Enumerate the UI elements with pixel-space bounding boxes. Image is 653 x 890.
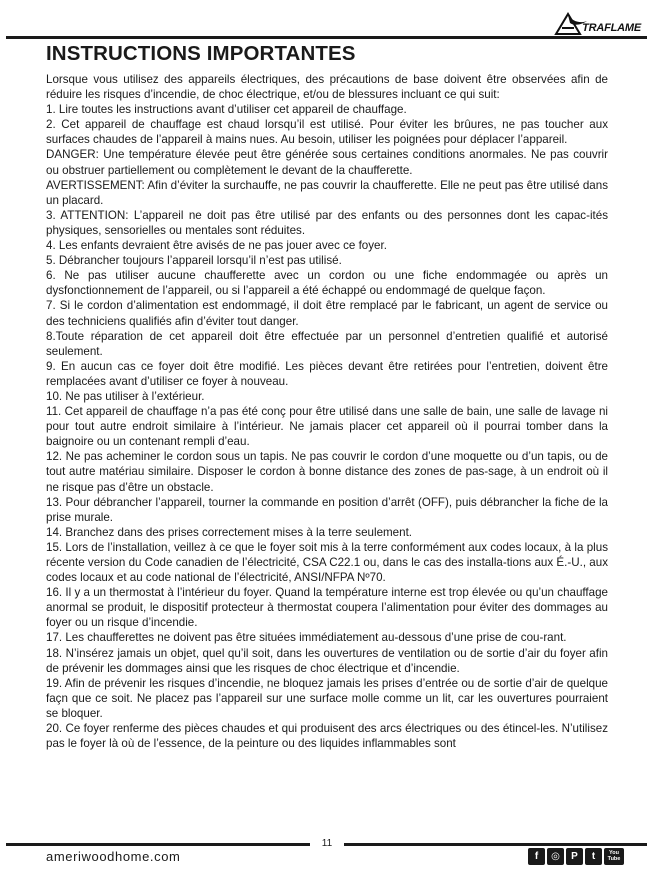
youtube-icon-bottom: Tube <box>607 855 621 862</box>
instruction-1: 1. Lire toutes les instructions avant d’utiliser cet appareil de chauffage. <box>46 103 407 117</box>
instruction-19: 19. Afin de prévenir les risques d’incendie, ne bloquez jamais les prises d’entrée ou de sortie d’air de quelque façn que ce soit. Ne placez pas l’appareil sur une surface molle comme un lit, car les ouvertures pourraient se bloquer. <box>46 676 608 720</box>
instruction-6: 6. Ne pas utiliser aucune chaufferette avec un cordon ou une fiche endommagée ou après un dysfonctionnement de l’appareil, ou si l’appareil a été échappé ou endommagé de quelque façon. <box>46 269 608 298</box>
instruction-5: 5. Débrancher toujours l’appareil lorsqu’il n’est pas utilisé. <box>46 254 342 268</box>
intro-paragraph: Lorsque vous utilisez des appareils électriques, des précautions de base doivent être observées afin de réduire les risques d’incendie, de choc électrique, et/ou de blessures incluant ce qui suit: <box>46 73 608 102</box>
instruction-12: 12. Ne pas acheminer le cordon sous un tapis. Ne pas couvrir le cordon d’une moquette ou d’un tapis, ou de tout autre matériau similaire. Disposer le cordon à bonne distance des zones de pas-sage, à un endroit où il ne risque pas d’être un obstacle. <box>46 450 608 494</box>
instagram-icon[interactable]: ◎ <box>547 848 564 865</box>
instruction-14: 14. Branchez dans des prises correctement mises à la terre seulement. <box>46 525 413 539</box>
instruction-11: 11. Cet appareil de chauffage n’a pas été conç pour être utilisé dans une salle de bain, une salle de lavage ni pour tout autre endroit similaire à l’intérieur. Ne jamais placer cet appareil où il pourrai tomber dans la baignoire ou un contenant rempli d’eau. <box>46 405 608 449</box>
twitter-icon[interactable]: t <box>585 848 602 865</box>
instruction-15: 15. Lors de l’installation, veillez à ce que le foyer soit mis à la terre conformément aux codes locaux, à la plus récente version du Code canadien de l’électricité, CSA C22.1 ou, dans le cas des installa-tions aux É.-U., aux codes locaux et au code national de l’électricité, ANSI/NFPA Nº70. <box>46 540 608 585</box>
warning-note: AVERTISSEMENT: Afin d’éviter la surchauffe, ne pas couvrir la chaufferette. Elle ne peut pas être utilisé dans un placard. <box>46 178 608 207</box>
instruction-4: 4. Les enfants devraient être avisés de ne pas jouer avec ce foyer. <box>46 239 387 253</box>
instruction-13: 13. Pour débrancher l’appareil, tourner la commande en position d’arrêt (OFF), puis débrancher la fiche de la prise murale. <box>46 495 608 524</box>
instruction-2: 2. Cet appareil de chauffage est chaud lorsqu’il est utilisé. Pour éviter les brûures, ne pas toucher aux surfaces chaudes de l’appareil à mains nues. Au besoin, utiliser les poignées pour déplacer l’appareil. <box>46 118 608 147</box>
instruction-10: 10. Ne pas utiliser à l’extérieur. <box>46 389 205 403</box>
danger-note: DANGER: Une température élevée peut être générée sous certaines conditions anormales. Ne pas couvrir ou obstruer partiellement ou complètement le devant de la chaufferette. <box>46 148 608 177</box>
page-number: 11 <box>321 838 333 849</box>
instruction-8: 8.Toute réparation de cet appareil doit être effectuée par un personnel d’entretien qualifié et autorisé seulement. <box>46 329 608 358</box>
instruction-7: 7. Si le cordon d’alimentation est endommagé, il doit être remplacé par le fabricant, un agent de service ou des techniciens qualifiés afin d’éviter tout danger. <box>46 299 608 328</box>
footer-rule-left <box>6 843 310 846</box>
instruction-20: 20. Ce foyer renferme des pièces chaudes et qui produisent des arcs électriques ou des étincel-les. N’utilisez pas le foyer là où de l’essence, de la peinture ou des liquides inflammables sont <box>46 722 608 751</box>
pinterest-icon[interactable]: P <box>566 848 583 865</box>
social-icons <box>528 848 624 865</box>
instruction-9: 9. En aucun cas ce foyer doit être modifié. Les pièces devant être retirées pour l’entretien, doivent être remplacées avant d’utiliser ce foyer à nouveau. <box>46 359 608 388</box>
instruction-17: 17. Les chaufferettes ne doivent pas être situées immédiatement au-dessous d’une prise de cou-rant. <box>46 631 567 645</box>
header-rule <box>6 36 647 39</box>
brand-logo <box>554 11 641 35</box>
instruction-16: 16. Il y a un thermostat à l’intérieur du foyer. Quand la température interne est trop élevée ou qu’un chauffage anormal se produit, le dispositif protecteur à thermostat coupera l’alimentation pour éviter des dommages au foyer ou un risque d’incendie. <box>46 586 608 630</box>
facebook-icon[interactable]: f <box>528 848 545 865</box>
instructions-body <box>46 72 608 751</box>
footer-rule-right <box>344 843 647 846</box>
page-title: INSTRUCTIONS IMPORTANTES <box>46 42 356 65</box>
logo-text: TRAFLAME <box>582 22 641 34</box>
website-link[interactable]: ameriwoodhome.com <box>46 849 181 864</box>
instruction-18: 18. N’insérez jamais un objet, quel qu’il soit, dans les ouvertures de ventilation ou de sortie d’air du foyer afin de prévenir les dommages ainsi que les risques de choc électrique et d’incendie. <box>46 646 608 675</box>
youtube-icon[interactable] <box>604 848 624 865</box>
youtube-icon-top: You <box>609 850 619 856</box>
instruction-3: 3. ATTENTION: L’appareil ne doit pas être utilisé par des enfants ou des personnes dont les capac-ités physiques, sensorielles ou mentales sont réduites. <box>46 208 608 237</box>
